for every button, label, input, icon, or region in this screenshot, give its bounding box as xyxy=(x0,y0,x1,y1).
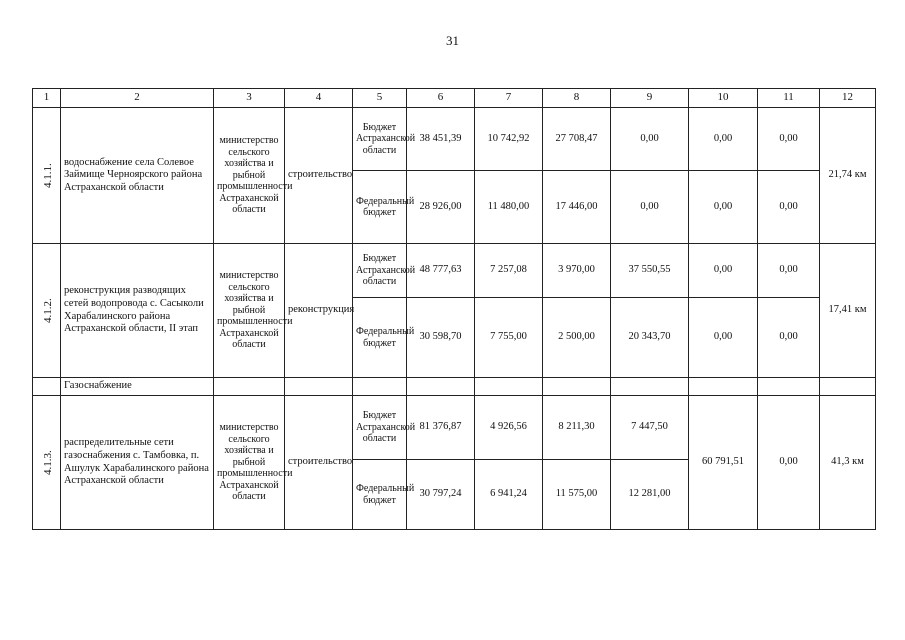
table-row xyxy=(33,108,876,171)
funding-source: Бюджет Астраханской области xyxy=(353,396,407,460)
value-cell: 7 447,50 xyxy=(611,396,689,460)
value-cell: 48 777,63 xyxy=(407,244,475,298)
value-cell: 11 480,00 xyxy=(475,171,543,244)
value-cell: 0,00 xyxy=(689,108,758,171)
row-id: 4.1.3. xyxy=(33,396,61,530)
value-cell: 20 343,70 xyxy=(611,298,689,378)
value-cell: 27 708,47 xyxy=(543,108,611,171)
table-row xyxy=(33,244,876,298)
value-cell: 2 500,00 xyxy=(543,298,611,378)
value-cell: 12 281,00 xyxy=(611,460,689,530)
value-cell: 30 797,24 xyxy=(407,460,475,530)
value-cell: 0,00 xyxy=(689,298,758,378)
value-cell: 0,00 xyxy=(611,171,689,244)
funding-source: Бюджет Астраханской области xyxy=(353,108,407,171)
value-cell: 60 791,51 xyxy=(689,396,758,530)
length-cell: 41,3 км xyxy=(820,396,876,530)
value-cell: 0,00 xyxy=(758,108,820,171)
header-cell: 5 xyxy=(353,89,407,108)
row-id: 4.1.2. xyxy=(33,244,61,378)
value-cell: 81 376,87 xyxy=(407,396,475,460)
funding-source: Федеральный бюджет xyxy=(353,298,407,378)
budget-table xyxy=(32,88,876,530)
value-cell: 38 451,39 xyxy=(407,108,475,171)
section-row xyxy=(33,378,876,396)
work-type: строительство xyxy=(285,396,353,530)
header-cell: 7 xyxy=(475,89,543,108)
value-cell: 8 211,30 xyxy=(543,396,611,460)
agency-name: министерство сельского хозяйства и рыбной промышленности Астраханской области xyxy=(214,244,285,378)
agency-name: министерство сельского хозяйства и рыбной промышленности Астраханской области xyxy=(214,108,285,244)
value-cell: 0,00 xyxy=(758,298,820,378)
value-cell: 0,00 xyxy=(758,244,820,298)
value-cell: 37 550,55 xyxy=(611,244,689,298)
header-cell: 2 xyxy=(61,89,214,108)
project-name: водоснабжение села Солевое Займище Черноярского района Астраханской области xyxy=(61,108,214,244)
funding-source: Федеральный бюджет xyxy=(353,171,407,244)
agency-name: министерство сельского хозяйства и рыбной промышленности Астраханской области xyxy=(214,396,285,530)
value-cell: 0,00 xyxy=(611,108,689,171)
header-cell: 10 xyxy=(689,89,758,108)
value-cell: 10 742,92 xyxy=(475,108,543,171)
value-cell: 3 970,00 xyxy=(543,244,611,298)
table-row xyxy=(33,396,876,460)
page-number: 31 xyxy=(446,33,459,48)
header-cell: 3 xyxy=(214,89,285,108)
header-cell: 12 xyxy=(820,89,876,108)
header-cell: 9 xyxy=(611,89,689,108)
value-cell: 17 446,00 xyxy=(543,171,611,244)
value-cell: 11 575,00 xyxy=(543,460,611,530)
value-cell: 28 926,00 xyxy=(407,171,475,244)
header-cell: 4 xyxy=(285,89,353,108)
header-cell: 11 xyxy=(758,89,820,108)
work-type: строительство xyxy=(285,108,353,244)
project-name: распределительные сети газоснабжения с. Тамбовка, п. Ашулук Харабалинского района Астраханской области xyxy=(61,396,214,530)
header-cell: 6 xyxy=(407,89,475,108)
section-title: Газоснабжение xyxy=(61,378,214,396)
value-cell: 0,00 xyxy=(758,171,820,244)
funding-source: Бюджет Астраханской области xyxy=(353,244,407,298)
header-cell: 8 xyxy=(543,89,611,108)
row-id: 4.1.1. xyxy=(33,108,61,244)
work-type: реконструкция xyxy=(285,244,353,378)
project-name: реконструкция разводящих сетей водопровода с. Сасыколи Харабалинского района Астраханской области, II этап xyxy=(61,244,214,378)
length-cell: 21,74 км xyxy=(820,108,876,244)
header-cell: 1 xyxy=(33,89,61,108)
length-cell: 17,41 км xyxy=(820,244,876,378)
value-cell: 6 941,24 xyxy=(475,460,543,530)
value-cell: 0,00 xyxy=(689,171,758,244)
value-cell: 30 598,70 xyxy=(407,298,475,378)
header-row xyxy=(33,89,876,108)
value-cell: 7 257,08 xyxy=(475,244,543,298)
value-cell: 0,00 xyxy=(758,396,820,530)
value-cell: 0,00 xyxy=(689,244,758,298)
funding-source: Федеральный бюджет xyxy=(353,460,407,530)
value-cell: 7 755,00 xyxy=(475,298,543,378)
value-cell: 4 926,56 xyxy=(475,396,543,460)
